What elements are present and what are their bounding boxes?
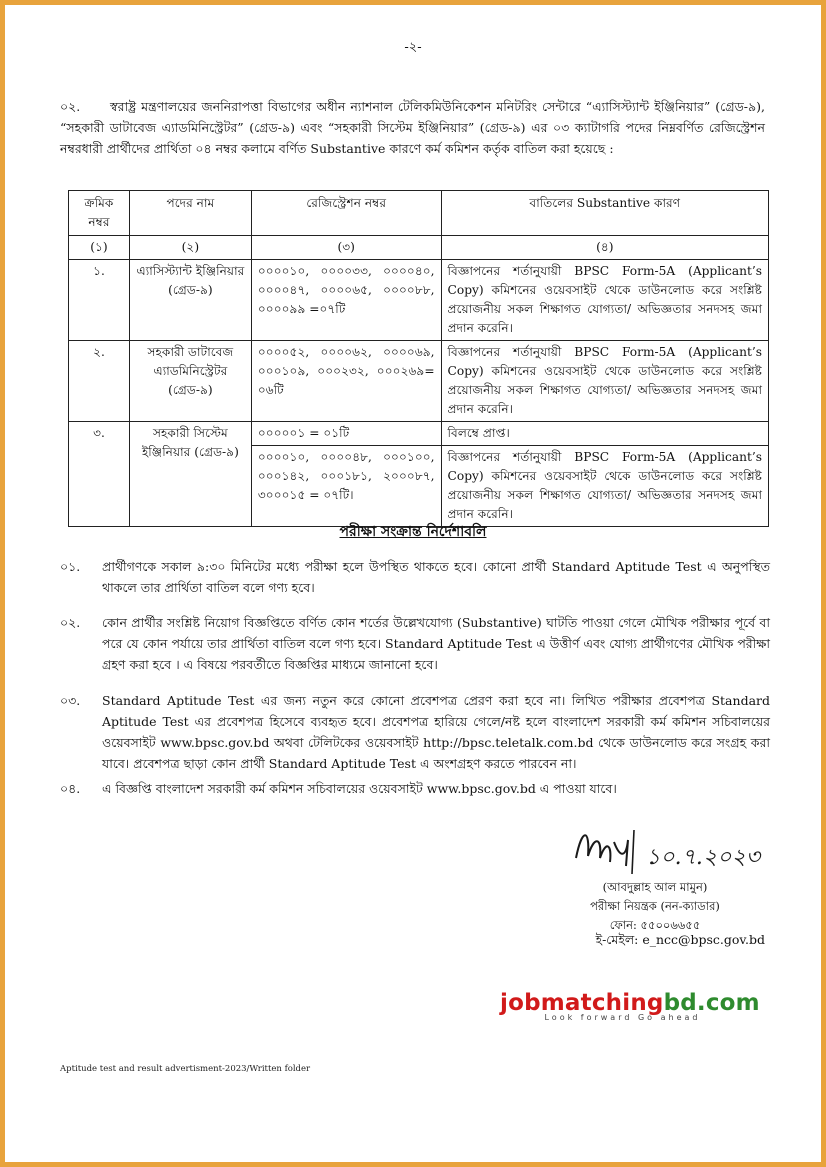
instruction-text: কোন প্রার্থীর সংশ্লিষ্ট নিয়োগ বিজ্ঞপ্তিতে বর্ণিত কোন শর্তের উল্লেখযোগ্য (Substantive) ঘাটতি পাওয়া গেলে মৌখিক পরীক্ষার পূর্বে বা পরে যে কোন পর্যায়ে তার প্রার্থিতা বাতিল বলে গণ্য হবে। Standard Aptitude Test এ উত্তীর্ণ এবং যোগ্য প্রার্থীগণের মৌখিক পরীক্ষা গ্রহণ করা হবে । এ বিষয়ে পরবর্তীতে বিজ্ঞপ্তির মাধ্যমে জানানো হবে। bbox=[102, 615, 771, 672]
row-reason: বিলম্বে প্রাপ্ত। bbox=[441, 422, 768, 446]
footer-note: Aptitude test and result advertisment-2023/Written folder bbox=[60, 1064, 311, 1074]
table-row bbox=[69, 422, 769, 446]
signatory-phone: ফোন: ৫৫০০৬৬৫৫ bbox=[609, 918, 701, 932]
header-serial: ক্রমিক নম্বর bbox=[69, 191, 130, 236]
signatory-email: ই-মেইল: e_ncc@bpsc.gov.bd bbox=[595, 932, 765, 947]
watermark-text-part2: bd.com bbox=[663, 990, 760, 1016]
instruction-item bbox=[60, 556, 770, 598]
instruction-text: প্রার্থীগণকে সকাল ৯:৩০ মিনিটের মধ্যে পরীক্ষা হলে উপস্থিত থাকতে হবে। কোনো প্রার্থী Standard Aptitude Test এ অনুপস্থিত থাকলে তার প্রার্থিতা বাতিল বলে গণ্য হবে। bbox=[102, 559, 770, 595]
page-number: -২- bbox=[404, 40, 422, 55]
header-registration: রেজিস্ট্রেশন নম্বর bbox=[251, 191, 441, 236]
row-registration: ০০০০১০, ০০০০৩৩, ০০০০৪০, ০০০০৪৭, ০০০০৬৫, ০০০০৮৮, ০০০০৯৯ =০৭টি bbox=[251, 260, 441, 341]
watermark-tagline: Look forward Go ahead bbox=[544, 1013, 701, 1022]
instruction-text: Standard Aptitude Test এর জন্য নতুন করে কোনো প্রবেশপত্র প্রেরণ করা হবে না। লিখিত পরীক্ষার প্রবেশপত্র Standard Aptitude Test এর প্রবেশপত্র হিসেবে ব্যবহৃত হবে। প্রবেশপত্র হারিয়ে গেলে/নষ্ট হলে বাংলাদেশ সরকারী কর্ম কমিশন সচিবালয়ের ওয়েবসাইট www.bpsc.gov.bd অথবা টেলিটকের ওয়েবসাইট http://bpsc.teletalk.com.bd থেকে ডাউনলোড করে সংগ্রহ করা যাবে। প্রবেশপত্র ছাড়া কোন প্রার্থী Standard Aptitude Test এ অংশগ্রহণ করতে পারবেন না। bbox=[102, 693, 770, 771]
row-reason: বিজ্ঞাপনের শর্তানুযায়ী BPSC Form-5A (Applicant’s Copy) কমিশনের ওয়েবসাইট থেকে ডাউনলোড করে সংশ্লিষ্ট প্রয়োজনীয় সকল শিক্ষাগত যোগ্যতা/ অভিজ্ঞতার সনদসহ জমা প্রদান করেনি। bbox=[441, 341, 768, 422]
intro-number: ০২. bbox=[60, 99, 81, 114]
colnum-1: (১) bbox=[69, 236, 130, 260]
table-row bbox=[69, 341, 769, 422]
instruction-text: এ বিজ্ঞপ্তি বাংলাদেশ সরকারী কর্ম কমিশন সচিবালয়ের ওয়েবসাইট www.bpsc.gov.bd এ পাওয়া যাবে। bbox=[102, 781, 617, 796]
instructions-title: পরীক্ষা সংক্রান্ত নির্দেশাবলি bbox=[339, 524, 487, 540]
watermark-text-part1: jobmatching bbox=[500, 990, 664, 1016]
instruction-number: ০৩. bbox=[60, 693, 81, 708]
row-registration-2: ০০০০১০, ০০০০৪৮, ০০০১০০, ০০০১৪২, ০০০১৮১, ২০০০৮৭, ৩০০০১৫ = ০৭টি। bbox=[251, 446, 441, 527]
signatory-block bbox=[560, 878, 750, 935]
colnum-3: (৩) bbox=[251, 236, 441, 260]
row-reason: বিজ্ঞাপনের শর্তানুযায়ী BPSC Form-5A (Applicant’s Copy) কমিশনের ওয়েবসাইট থেকে ডাউনলোড করে সংশ্লিষ্ট প্রয়োজনীয় সকল শিক্ষাগত যোগ্যতা/ অভিজ্ঞতার সনদসহ জমা প্রদান করেনি। bbox=[441, 260, 768, 341]
header-post: পদের নাম bbox=[129, 191, 251, 236]
colnum-2: (২) bbox=[129, 236, 251, 260]
table-header-row bbox=[69, 191, 769, 236]
instruction-number: ০১. bbox=[60, 559, 81, 574]
row-registration: ০০০০০১ = ০১টি bbox=[251, 422, 441, 446]
row-serial: ২. bbox=[69, 341, 130, 422]
table-colnum-row bbox=[69, 236, 769, 260]
row-post: সহকারী ডাটাবেজ এ্যাডমিনিস্ট্রেটর (গ্রেড-৯) bbox=[129, 341, 251, 422]
row-post: এ্যাসিস্ট্যান্ট ইঞ্জিনিয়ার (গ্রেড-৯) bbox=[129, 260, 251, 341]
table-row bbox=[69, 260, 769, 341]
row-registration: ০০০০৫২, ০০০০৬২, ০০০০৬৯, ০০০১০৯, ০০০২৩২, ০০০২৬৯= ০৬টি bbox=[251, 341, 441, 422]
colnum-4: (৪) bbox=[441, 236, 768, 260]
signatory-name: (আবদুল্লাহ আল মামুন) bbox=[602, 880, 708, 894]
instruction-number: ০২. bbox=[60, 615, 81, 630]
row-serial: ১. bbox=[69, 260, 130, 341]
instruction-item bbox=[60, 612, 770, 675]
intro-text: স্বরাষ্ট্র মন্ত্রণালয়ের জননিরাপত্তা বিভাগের অধীন ন্যাশনাল টেলিকমিউনিকেশন মনিটরিং সেন্টারে “এ্যাসিস্ট্যান্ট ইঞ্জিনিয়ার” (গ্রেড-৯), “সহকারী ডাটাবেজ এ্যাডমিনিস্ট্রেটর” (গ্রেড-৯) এবং “সহকারী সিস্টেম ইঞ্জিনিয়ার” (গ্রেড-৯) এর ০৩ ক্যাটাগরি পদের নিম্নবর্ণিত রেজিস্ট্রেশন নম্বরধারী প্রার্থীদের প্রার্থিতা ০৪ নম্বর কলামে বর্ণিত Substantive কারণে কর্ম কমিশন কর্তৃক বাতিল করা হয়েছে : bbox=[60, 99, 765, 156]
signature-date: ১০.৭.২০২৩ bbox=[646, 845, 761, 870]
row-serial: ৩. bbox=[69, 422, 130, 527]
instruction-item bbox=[60, 690, 770, 774]
signatory-designation: পরীক্ষা নিয়ন্ত্রক (নন-ক্যাডার) bbox=[590, 899, 720, 913]
handwritten-signature bbox=[568, 818, 778, 878]
header-reason: বাতিলের Substantive কারণ bbox=[441, 191, 768, 236]
watermark-logo bbox=[500, 990, 760, 1022]
instruction-item bbox=[60, 778, 770, 799]
cancellation-table bbox=[68, 190, 769, 527]
row-post: সহকারী সিস্টেম ইঞ্জিনিয়ার (গ্রেড-৯) bbox=[129, 422, 251, 527]
row-reason-2: বিজ্ঞাপনের শর্তানুযায়ী BPSC Form-5A (Applicant’s Copy) কমিশনের ওয়েবসাইট থেকে ডাউনলোড করে সংশ্লিষ্ট প্রয়োজনীয় সকল শিক্ষাগত যোগ্যতা/ অভিজ্ঞতার সনদসহ জমা প্রদান করেনি। bbox=[441, 446, 768, 527]
instruction-number: ০৪. bbox=[60, 781, 81, 796]
intro-paragraph bbox=[60, 96, 765, 159]
